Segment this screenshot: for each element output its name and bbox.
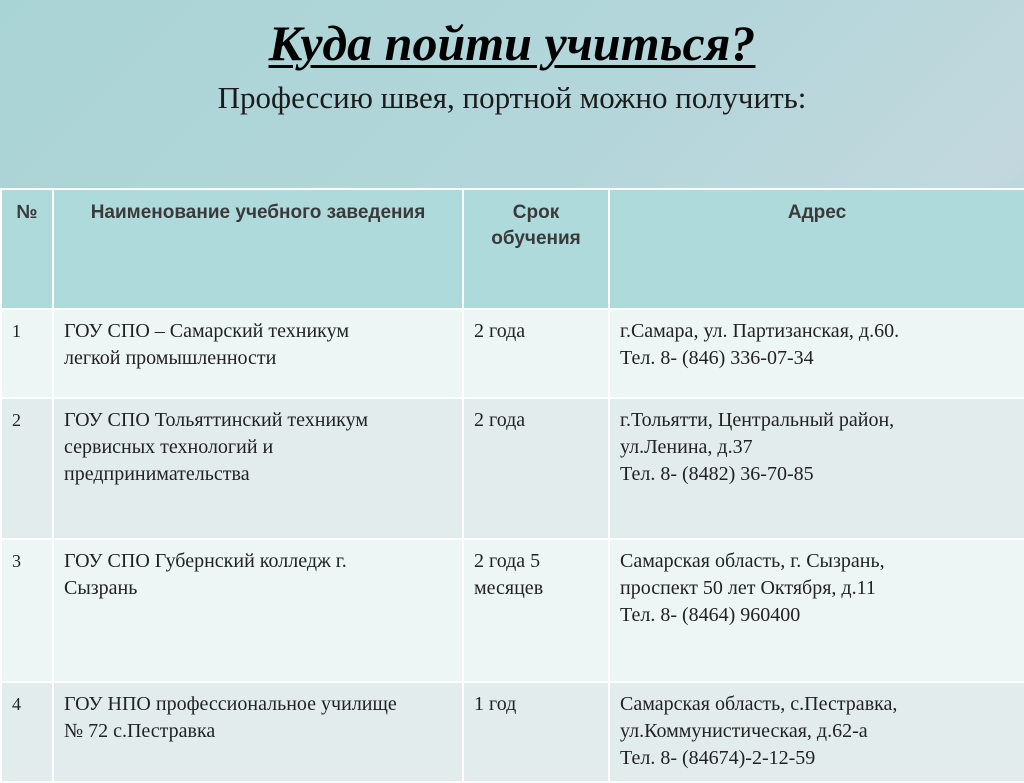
cell-line: Тел. 8- (8464) 960400 [620,604,801,626]
cell-address [609,682,1024,782]
cell-address [609,539,1024,682]
header-term-line: обучения [491,228,581,249]
cell-term [463,398,609,539]
cell-line: 2 года [474,409,526,431]
cell-term [463,682,609,782]
cell-line: Тел. 8- (8482) 36-70-85 [620,463,814,485]
table-row [1,398,1024,539]
cell-line: Сызрань [64,577,138,599]
cell-name [53,539,463,682]
cell-line: легкой промышленности [64,347,277,369]
cell-num: 1 [1,309,53,398]
header-address: Адрес [609,189,1024,309]
cell-name [53,398,463,539]
cell-line: г.Тольятти, Центральный район, [620,409,895,431]
cell-name [53,309,463,398]
cell-line: проспект 50 лет Октября, д.11 [620,577,876,599]
page-title: Куда пойти учиться? [268,15,756,71]
cell-num: 2 [1,398,53,539]
table-row [1,539,1024,682]
cell-line: ул.Коммунистическая, д.62-а [620,720,868,742]
cell-num: 3 [1,539,53,682]
cell-term [463,539,609,682]
cell-line: 1 год [474,693,517,715]
table-header-row [1,189,1024,309]
cell-line: № 72 с.Пестравка [64,720,216,742]
table-row [1,682,1024,782]
page-subtitle: Профессию швея, портной можно получить: [217,80,807,115]
cell-num: 4 [1,682,53,782]
cell-line: 2 года [474,320,526,342]
cell-line: месяцев [474,577,544,599]
cell-term [463,309,609,398]
cell-address [609,398,1024,539]
header-term-line: Срок [512,202,560,223]
cell-line: предпринимательства [64,463,250,485]
cell-line: ГОУ СПО – Самарский техникум [64,320,349,342]
cell-line: Самарская область, г. Сызрань, [620,550,885,572]
header-name: Наименование учебного заведения [53,189,463,309]
cell-name [53,682,463,782]
cell-line: Тел. 8- (84674)-2-12-59 [620,747,816,769]
cell-line: 2 года 5 [474,550,541,572]
cell-line: Самарская область, с.Пестравка, [620,693,898,715]
cell-line: г.Самара, ул. Партизанская, д.60. [620,320,900,342]
cell-line: ГОУ НПО профессиональное училище [64,693,397,715]
cell-line: ГОУ СПО Тольяттинский техникум [64,409,368,431]
cell-line: ГОУ СПО Губернский колледж г. [64,550,347,572]
cell-line: Тел. 8- (846) 336-07-34 [620,347,814,369]
table-row [1,309,1024,398]
header-num: № [1,189,53,309]
cell-address [609,309,1024,398]
cell-line: сервисных технологий и [64,436,274,458]
schools-table [0,188,1024,783]
cell-line: ул.Ленина, д.37 [620,436,753,458]
header-term [463,189,609,309]
